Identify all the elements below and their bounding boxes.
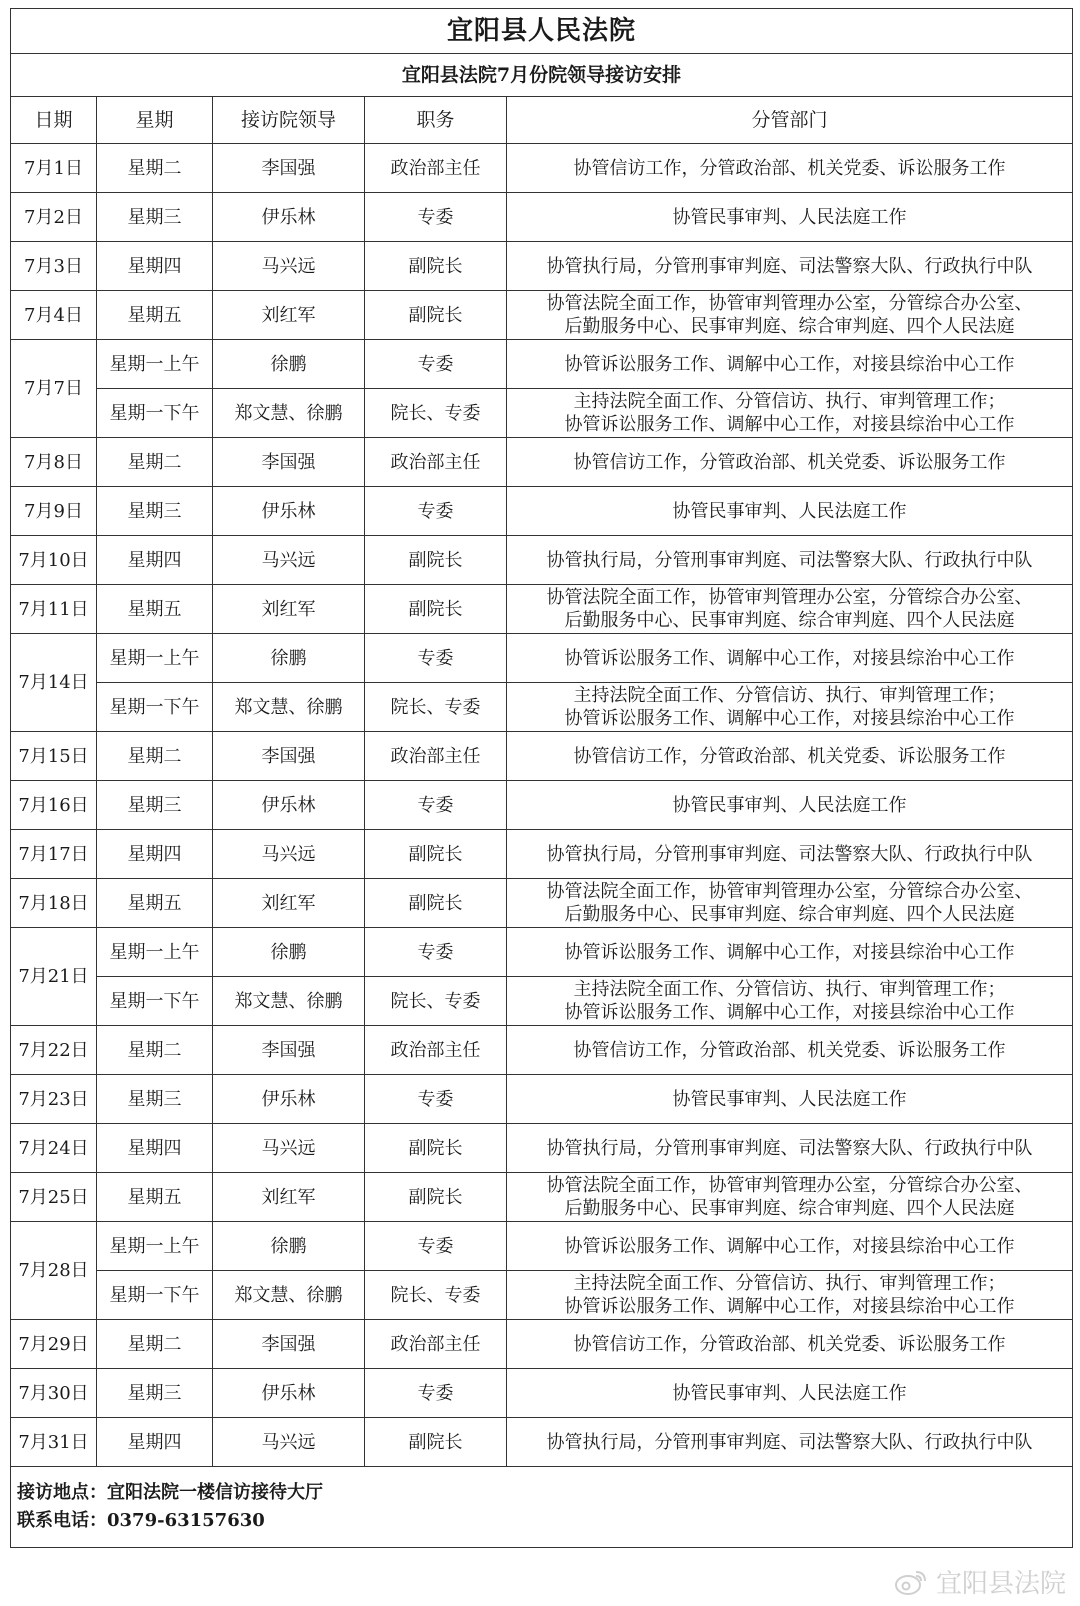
- cell-department: 协管民事审判、人民法庭工作: [507, 487, 1073, 536]
- table-row: [11, 144, 1073, 193]
- header-row: [11, 97, 1073, 144]
- cell-leader: 李国强: [213, 144, 365, 193]
- cell-weekday: 星期五: [97, 291, 213, 340]
- cell-department: 协管诉讼服务工作、调解中心工作，对接县综治中心工作: [507, 340, 1073, 389]
- cell-department: 协管执行局，分管刑事审判庭、司法警察大队、行政执行中队: [507, 1124, 1073, 1173]
- cell-leader: 李国强: [213, 438, 365, 487]
- cell-date: 7月8日: [11, 438, 97, 487]
- cell-department: 协管民事审判、人民法庭工作: [507, 193, 1073, 242]
- table-row: [11, 1271, 1073, 1320]
- cell-department: 协管诉讼服务工作、调解中心工作，对接县综治中心工作: [507, 1222, 1073, 1271]
- cell-position: 专委: [365, 1222, 507, 1271]
- header-position: 职务: [365, 97, 507, 144]
- cell-department: 主持法院全面工作、分管信访、执行、审判管理工作； 协管诉讼服务工作、调解中心工作，对接县综治中心工作: [507, 1271, 1073, 1320]
- cell-position: 专委: [365, 928, 507, 977]
- cell-leader: 郑文慧、徐鹏: [213, 389, 365, 438]
- table-row: [11, 928, 1073, 977]
- header-department: 分管部门: [507, 97, 1073, 144]
- cell-position: 院长、专委: [365, 977, 507, 1026]
- cell-weekday: 星期一上午: [97, 340, 213, 389]
- cell-position: 副院长: [365, 585, 507, 634]
- cell-weekday: 星期三: [97, 193, 213, 242]
- table-row: [11, 1320, 1073, 1369]
- table-row: [11, 193, 1073, 242]
- cell-leader: 郑文慧、徐鹏: [213, 1271, 365, 1320]
- cell-leader: 徐鹏: [213, 634, 365, 683]
- cell-weekday: 星期三: [97, 1075, 213, 1124]
- cell-date: 7月1日: [11, 144, 97, 193]
- cell-department: 协管法院全面工作，协管审判管理办公室，分管综合办公室、 后勤服务中心、民事审判庭、综合审判庭、四个人民法庭: [507, 585, 1073, 634]
- cell-department: 协管民事审判、人民法庭工作: [507, 1369, 1073, 1418]
- cell-date: 7月17日: [11, 830, 97, 879]
- cell-position: 副院长: [365, 879, 507, 928]
- cell-position: 院长、专委: [365, 683, 507, 732]
- cell-date: 7月23日: [11, 1075, 97, 1124]
- cell-leader: 伊乐林: [213, 193, 365, 242]
- cell-position: 院长、专委: [365, 1271, 507, 1320]
- cell-leader: 李国强: [213, 1320, 365, 1369]
- cell-department: 协管执行局，分管刑事审判庭、司法警察大队、行政执行中队: [507, 536, 1073, 585]
- cell-leader: 李国强: [213, 732, 365, 781]
- cell-weekday: 星期二: [97, 1320, 213, 1369]
- weibo-icon: [894, 1568, 928, 1596]
- table-row: [11, 977, 1073, 1026]
- cell-position: 副院长: [365, 536, 507, 585]
- cell-leader: 郑文慧、徐鹏: [213, 977, 365, 1026]
- table-row: [11, 1418, 1073, 1467]
- cell-weekday: 星期四: [97, 1418, 213, 1467]
- table-row: [11, 781, 1073, 830]
- cell-leader: 马兴远: [213, 1418, 365, 1467]
- cell-leader: 马兴远: [213, 1124, 365, 1173]
- cell-weekday: 星期五: [97, 1173, 213, 1222]
- title-row: [11, 9, 1073, 54]
- cell-position: 政治部主任: [365, 1320, 507, 1369]
- cell-department: 主持法院全面工作、分管信访、执行、审判管理工作； 协管诉讼服务工作、调解中心工作，对接县综治中心工作: [507, 977, 1073, 1026]
- cell-position: 副院长: [365, 1173, 507, 1222]
- cell-position: 专委: [365, 634, 507, 683]
- table-row: [11, 242, 1073, 291]
- cell-weekday: 星期一下午: [97, 977, 213, 1026]
- table-row: [11, 487, 1073, 536]
- table-row: [11, 438, 1073, 487]
- table-row: [11, 830, 1073, 879]
- cell-weekday: 星期一上午: [97, 634, 213, 683]
- cell-date: 7月9日: [11, 487, 97, 536]
- cell-weekday: 星期一下午: [97, 683, 213, 732]
- cell-leader: 马兴远: [213, 242, 365, 291]
- cell-date: 7月14日: [11, 634, 97, 732]
- cell-date: 7月4日: [11, 291, 97, 340]
- cell-weekday: 星期四: [97, 1124, 213, 1173]
- table-row: [11, 683, 1073, 732]
- table-row: [11, 340, 1073, 389]
- cell-leader: 马兴远: [213, 536, 365, 585]
- cell-position: 专委: [365, 340, 507, 389]
- cell-date: 7月28日: [11, 1222, 97, 1320]
- cell-leader: 徐鹏: [213, 928, 365, 977]
- cell-leader: 刘红军: [213, 291, 365, 340]
- cell-position: 政治部主任: [365, 144, 507, 193]
- cell-leader: 伊乐林: [213, 1369, 365, 1418]
- table-row: [11, 585, 1073, 634]
- cell-leader: 伊乐林: [213, 1075, 365, 1124]
- cell-weekday: 星期三: [97, 1369, 213, 1418]
- cell-department: 协管信访工作，分管政治部、机关党委、诉讼服务工作: [507, 438, 1073, 487]
- cell-weekday: 星期三: [97, 487, 213, 536]
- table-row: [11, 291, 1073, 340]
- cell-date: 7月21日: [11, 928, 97, 1026]
- cell-weekday: 星期一下午: [97, 389, 213, 438]
- table-row: [11, 536, 1073, 585]
- visit-location: 接访地点：宜阳法院一楼信访接待大厅: [17, 1482, 323, 1503]
- cell-department: 主持法院全面工作、分管信访、执行、审判管理工作； 协管诉讼服务工作、调解中心工作，对接县综治中心工作: [507, 683, 1073, 732]
- page-subtitle: 宜阳县法院7月份院领导接访安排: [11, 54, 1073, 97]
- contact-phone: 联系电话：0379-63157630: [17, 1510, 265, 1531]
- header-weekday: 星期: [97, 97, 213, 144]
- table-row: [11, 1173, 1073, 1222]
- cell-department: 协管诉讼服务工作、调解中心工作，对接县综治中心工作: [507, 634, 1073, 683]
- table-row: [11, 634, 1073, 683]
- table-row: [11, 389, 1073, 438]
- cell-position: 副院长: [365, 291, 507, 340]
- cell-department: 协管信访工作，分管政治部、机关党委、诉讼服务工作: [507, 1026, 1073, 1075]
- cell-department: 主持法院全面工作、分管信访、执行、审判管理工作； 协管诉讼服务工作、调解中心工作，对接县综治中心工作: [507, 389, 1073, 438]
- cell-department: 协管法院全面工作，协管审判管理办公室，分管综合办公室、 后勤服务中心、民事审判庭、综合审判庭、四个人民法庭: [507, 1173, 1073, 1222]
- table-row: [11, 1124, 1073, 1173]
- cell-department: 协管执行局，分管刑事审判庭、司法警察大队、行政执行中队: [507, 242, 1073, 291]
- subtitle-row: [11, 54, 1073, 97]
- table-row: [11, 1075, 1073, 1124]
- cell-department: 协管信访工作，分管政治部、机关党委、诉讼服务工作: [507, 144, 1073, 193]
- cell-date: 7月15日: [11, 732, 97, 781]
- weibo-watermark: [894, 1563, 1066, 1600]
- table-row: [11, 732, 1073, 781]
- cell-weekday: 星期四: [97, 242, 213, 291]
- cell-position: 政治部主任: [365, 438, 507, 487]
- cell-position: 专委: [365, 487, 507, 536]
- cell-weekday: 星期一上午: [97, 1222, 213, 1271]
- cell-date: 7月31日: [11, 1418, 97, 1467]
- footer-row: [11, 1467, 1073, 1548]
- cell-weekday: 星期五: [97, 879, 213, 928]
- cell-date: 7月18日: [11, 879, 97, 928]
- cell-date: 7月22日: [11, 1026, 97, 1075]
- cell-leader: 郑文慧、徐鹏: [213, 683, 365, 732]
- table-row: [11, 879, 1073, 928]
- cell-department: 协管法院全面工作，协管审判管理办公室，分管综合办公室、 后勤服务中心、民事审判庭、综合审判庭、四个人民法庭: [507, 291, 1073, 340]
- cell-position: 副院长: [365, 830, 507, 879]
- cell-department: 协管民事审判、人民法庭工作: [507, 781, 1073, 830]
- cell-leader: 刘红军: [213, 1173, 365, 1222]
- cell-leader: 徐鹏: [213, 1222, 365, 1271]
- cell-department: 协管执行局，分管刑事审判庭、司法警察大队、行政执行中队: [507, 1418, 1073, 1467]
- cell-weekday: 星期二: [97, 438, 213, 487]
- cell-position: 政治部主任: [365, 1026, 507, 1075]
- cell-leader: 伊乐林: [213, 781, 365, 830]
- table-row: [11, 1369, 1073, 1418]
- table-row: [11, 1222, 1073, 1271]
- cell-weekday: 星期二: [97, 144, 213, 193]
- cell-weekday: 星期三: [97, 781, 213, 830]
- cell-weekday: 星期一下午: [97, 1271, 213, 1320]
- cell-position: 专委: [365, 193, 507, 242]
- cell-department: 协管信访工作，分管政治部、机关党委、诉讼服务工作: [507, 732, 1073, 781]
- cell-weekday: 星期二: [97, 732, 213, 781]
- cell-date: 7月25日: [11, 1173, 97, 1222]
- cell-leader: 刘红军: [213, 585, 365, 634]
- cell-date: 7月11日: [11, 585, 97, 634]
- cell-date: 7月2日: [11, 193, 97, 242]
- cell-weekday: 星期四: [97, 830, 213, 879]
- cell-position: 副院长: [365, 1124, 507, 1173]
- page-title: 宜阳县人民法院: [11, 9, 1073, 54]
- cell-position: 专委: [365, 781, 507, 830]
- schedule-sheet: [10, 8, 1072, 1548]
- cell-department: 协管诉讼服务工作、调解中心工作，对接县综治中心工作: [507, 928, 1073, 977]
- cell-weekday: 星期一上午: [97, 928, 213, 977]
- schedule-table: [10, 8, 1073, 1548]
- cell-leader: 徐鹏: [213, 340, 365, 389]
- cell-position: 专委: [365, 1075, 507, 1124]
- cell-department: 协管法院全面工作，协管审判管理办公室，分管综合办公室、 后勤服务中心、民事审判庭、综合审判庭、四个人民法庭: [507, 879, 1073, 928]
- cell-date: 7月10日: [11, 536, 97, 585]
- cell-department: 协管执行局，分管刑事审判庭、司法警察大队、行政执行中队: [507, 830, 1073, 879]
- cell-weekday: 星期二: [97, 1026, 213, 1075]
- cell-leader: 李国强: [213, 1026, 365, 1075]
- cell-weekday: 星期四: [97, 536, 213, 585]
- cell-position: 副院长: [365, 1418, 507, 1467]
- table-row: [11, 1026, 1073, 1075]
- cell-leader: 刘红军: [213, 879, 365, 928]
- header-leader: 接访院领导: [213, 97, 365, 144]
- cell-date: 7月29日: [11, 1320, 97, 1369]
- cell-department: 协管信访工作，分管政治部、机关党委、诉讼服务工作: [507, 1320, 1073, 1369]
- cell-date: 7月24日: [11, 1124, 97, 1173]
- cell-department: 协管民事审判、人民法庭工作: [507, 1075, 1073, 1124]
- footer-info: [11, 1467, 1073, 1548]
- cell-date: 7月30日: [11, 1369, 97, 1418]
- cell-date: 7月3日: [11, 242, 97, 291]
- watermark-text: 宜阳县法院: [935, 1569, 1066, 1599]
- cell-position: 专委: [365, 1369, 507, 1418]
- cell-leader: 马兴远: [213, 830, 365, 879]
- cell-weekday: 星期五: [97, 585, 213, 634]
- cell-date: 7月16日: [11, 781, 97, 830]
- cell-position: 副院长: [365, 242, 507, 291]
- cell-leader: 伊乐林: [213, 487, 365, 536]
- cell-position: 政治部主任: [365, 732, 507, 781]
- cell-position: 院长、专委: [365, 389, 507, 438]
- cell-date: 7月7日: [11, 340, 97, 438]
- header-date: 日期: [11, 97, 97, 144]
